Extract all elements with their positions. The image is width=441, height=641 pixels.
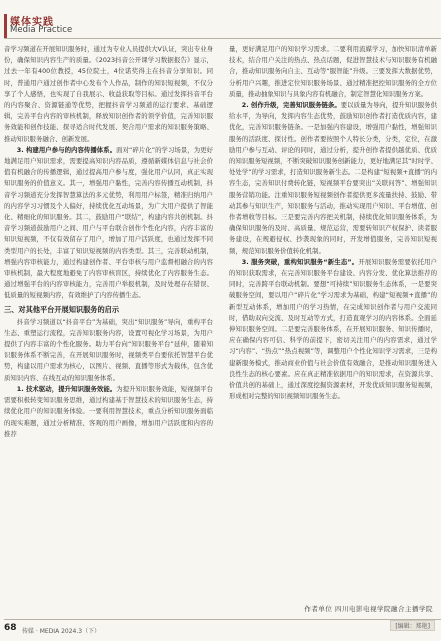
subheading: 3. 服务突破，重构知识服务“新生态”。 [241,257,359,266]
author-affiliation: 作者单位 四川电影电视学院融合主播学院 [304,605,433,613]
paragraph [4,384,213,440]
editor-tag: [编辑：郑艳] [390,620,435,631]
paragraph [4,145,213,302]
left-column [4,44,213,440]
paragraph-text: 面对“碎片化”的学习场景，为更好地满足用户知识需求，需要提高知识内容品质，遵循新媒体信息与社会价值有机融合的传播逻辑，通过提高用户参与度，强化用户认同，真正实现知识服务的价值意义。其一，增强用户黏性，完善内容传播互动机制，抖音学习频道充分发挥智慧算法的多元优势，利用用户标签，精准归纳用户的内容学习习惯及个人偏好，持续优化互动场景，为广大用户提供了智能化、精细化的知识服务。其二，鼓励用户“联结”，构建内容共创机制。抖音学习频道鼓励用户之间、用户与平台联合创作个性化内容，内容丰富的知识短视频，不仅有效留存了用户，增加了用户活跃度，也通过发挥不同类型用户的长处，丰富了知识短视频的内容类型。其三，完善联动机制，增强内容审核能力，通过构建创作者、平台审核与用户监督相融合的内容审核机制，最大程度地避免了内容审核盲区，持续优化了内容服务生态。通过增强平台的内容审核能力，完善用户举报机制，及时处理存在错误、低质量的短视频内容，有效维护了内容传播生态。 [4,145,213,300]
paragraph: 抖音学习频道以“抖音平台”为基础，突出“知识服务”导向，重构平台生态、重塑运行流程，完善知识服务内容，设置可视化学习场景，为用户提供了内容丰富的个性化服务。助力平台向“知识服务平台”延伸，随着知识服务体系不断完善，在开展知识服务时，视频类平台要依托智慧平台优势，构建以用户需求为核心，以图片、视频、直播等形式为载体，包含优质知识内容、在线互动的知识服务体系。 [4,317,213,382]
paragraph [229,100,437,257]
paragraph-text: 开展知识服务需要依托用户的知识获取需求，在完善知识服务平台建设、内容分发、优化算法推荐的同时，完善跨平台联动机制。要想“可持续”知识服务生态体系，一是要突破服务空间，要以用户“碎片化”学习需求为基础，构建“短视频+直播”的新型互动体系，增加用户的学习热情，在完成知识创作者与用户交流同时，借助双向交流、及时互动等方式，打造直观学习的内容体系。全面延伸知识服务空间。二是要完善服务体系，在开展知识服务、知识传播时，应在确保内容可信、科学的前提下，密切关注用户的内容需求，通过学习“内容”、“热点”“热点视频”等，调整用户个性化知识学习需求，三是构建新服务模式，推动商业价值与社会价值有效融合，是推动知识服务进入良性生态的核心要素。应在真正精准依据用户的知识需求，在资源共享、价值共创的基础上，通过深度挖掘资源素材，开发优质知识服务短视频，形成相对完整的知识视频知识服务生态。 [229,257,438,401]
subheading: 2. 创作升级，完善知识服务链条。 [241,101,341,110]
subheading: 1. 技术驱动，提升知识服务效能。 [16,384,117,393]
publication-info: 传媒 · MEDIA 2024.3（下） [22,628,101,635]
right-column [229,44,437,403]
paragraph: 量，更好满足用户的知识学习需求。二要利用流媒学习，加快知识清单新技术，结合用户关注的热点、热点话题，促进智慧技术与知识服务有机融合，推动知识服务向自主、互动等“服智能”升级。三要发挥大数据优势，分析用户兴趣，推进定位知识服务场景、通过精准把控知识服务的全方位质量，推动抽象知识与具象内容有机融合，制定智慧化知识服务方案。 [229,45,437,98]
paragraph [229,257,437,403]
page-number: 68 [4,623,17,633]
paragraph-text: 要以质量为导向，提升知识服务供给水平，为导向，发挥内容生态优势，鼓励知识创作者打造优质内容，建优化，完善知识服务链条。一是加强内容建设，增强用户黏性，增强知识服务的活跃度、探讨性。创作者要按照个人特长分类，分类，定位，在激励用户参与互动、评论的同时，通过分析，提升创作者提供越优质、优质的知识服务短视频，不断突破知识服务创新能力，更好地满足其“时时学、处处学”的学习需求，打造知识服务新生态。二是构建“短视频+直播”的内容生态，完善知识付费转化链，短视频平台要突出“关联问答”、增强知识服务营销功能。注重知识服务短视频创作者提供更多流量扶持、鼓励、带动其参与知识生产，知识服务与活动，推动实现用户知识、平台增值、创作者增收等目标。三是要完善内容把关机制，持续优化知识服务体系，为确保知识服务的及时、高质量、规范运营，需要转知识产权保护、读者服务建设，在规避侵权、抄袭现象的同时，开发增值服务，完善知识短视频，规范知识服务价值转化机制。 [229,101,437,255]
header-divider [4,38,441,39]
footer-divider [4,619,441,620]
paragraph-text: 为提升知识服务效能，短视频平台需要积极转变知识服务思维，通过构建基于智慧技术的知识服务生态，持续优化用户的知识服务体验。一要利用智慧技术，重点分析知识服务面临的现实难题，通过分析精准、客观的用户画像，增加用户活跃度和内容的推荐 [4,384,213,438]
header-accent-bar [4,14,7,38]
section-title: 媒体实践 [10,17,54,28]
subheading: 3. 构建用户参与的内容传播体系。 [16,145,117,154]
section-subtitle: Media Practice [10,25,73,35]
section-heading: 三、对其他平台开展知识服务的启示 [4,304,120,314]
paragraph: 音学习频道在开展知识服务时，通过为专业人员提供大V认证，突出专业身份，确保知识内容生产的质量。《2023抖音公开课学习数据报告》显示，过去一年有400位教授，45位院士，4位诺奖得主在抖音分享知识。同时，普通用户通过创作者中心发布个人作品，制作的知识短视频，不仅分享了个人感悟，也实现了自我展示、收益获取等目标。通过发挥抖音平台的内容聚合、资源链通等优势，把握抖音学习频道的运行要求、基础逻辑，完善平台内容的审核机制，释放知识创作者的领学价值，完善知识服务效能和创作技能、探寻适合时代发展、契合用户需求的知识服务策略、推动知识服务融合、创新发展。 [4,45,213,143]
